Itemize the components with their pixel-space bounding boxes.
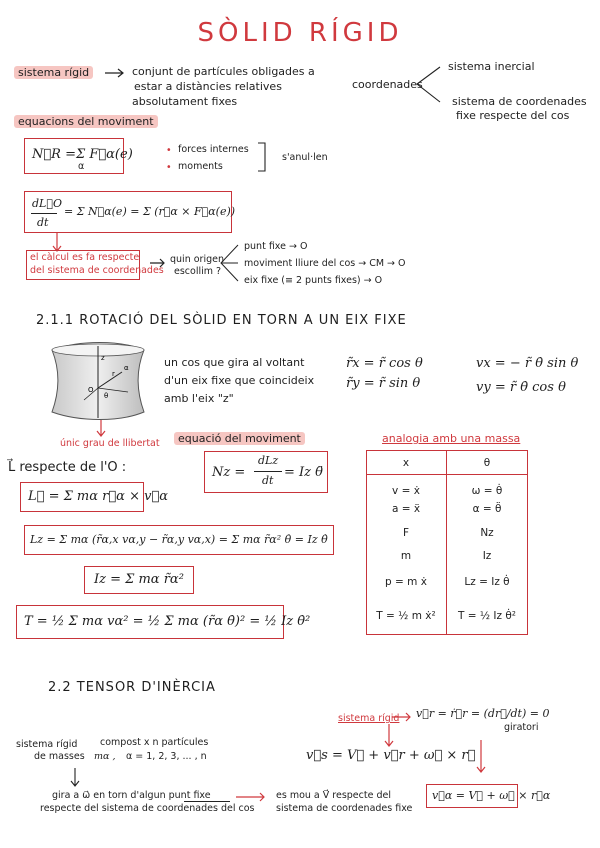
case-fixed-point: punt fixe → O (244, 241, 308, 252)
final-equation: v⃗α = V⃗ + ω⃗ × r⃗α (432, 789, 551, 802)
table-divider (446, 451, 447, 634)
nz-den: dt (262, 474, 274, 487)
nz-lhs: Nz = (212, 465, 246, 480)
rotation-description: gira a ω⃗ en torn d'algun punt fixe respecte del sistema de coordenades del cos (40, 790, 255, 814)
table-cell: α = θ̈ (472, 503, 502, 515)
cancel-note: s'anul·len (282, 152, 328, 163)
table-header-theta: θ (483, 457, 491, 469)
fig-label-alpha: α (124, 364, 129, 372)
nz-rhs: = Iz θ̈ (284, 465, 323, 480)
motion-eq-label: equacions del moviment (14, 115, 158, 128)
L-respect-label: L⃗ respecte de l'O : (8, 460, 127, 475)
L-equation: L⃗ = Σ mα r⃗α × v⃗α (28, 489, 169, 504)
vx-equation: vx = − r̃ θ̇ sin θ (476, 356, 579, 371)
term-rigid-system: sistema rígid (14, 66, 93, 79)
vr-subscript: giratori (504, 722, 539, 733)
table-cell: m (400, 550, 412, 562)
fig-label-theta: θ (104, 392, 109, 400)
bullet-icon: • (166, 162, 172, 173)
Lz-equation: Lz = Σ mα (r̃α,x vα,y − r̃α,y vα,x) = Σ mα r̃α² θ̇ = Iz θ̇ (30, 533, 328, 546)
case-free-motion: moviment lliure del cos → CM → O (244, 258, 406, 269)
case-fixed-axis: eix fixe (≡ 2 punts fixes) → O (244, 275, 383, 286)
eq1-rhs: Σ F⃗α(e) (76, 147, 133, 162)
vy-equation: vy = r̃ θ̇ cos θ (476, 380, 566, 395)
eq1-sub: α (78, 161, 85, 172)
fig-label-z: z (101, 354, 105, 362)
rigid-system-text: sistema rígid (16, 739, 78, 750)
eq-motion-label: equació del moviment (174, 432, 305, 445)
table-cell: T = ½ Iz θ̇² (458, 610, 516, 622)
rotating-body-figure (40, 340, 152, 422)
Iz-equation: Iz = Σ mα r̃α² (94, 572, 184, 587)
arrow-right-icon (104, 68, 126, 78)
alpha-range: α = 1, 2, 3, ... , n (126, 751, 207, 762)
eq2-rhs: = Σ N⃗α(e) = Σ (r⃗α × F⃗α(e)) (64, 205, 236, 218)
masses-text: de masses (34, 751, 85, 762)
translation-description: es mou a V⃗ respecte del sistema de coordenades fixe (276, 790, 413, 814)
vr-equation: v⃗r = ṙ⃗r = (dr⃗/dt) = 0 (416, 707, 550, 720)
table-cell: Nz (480, 527, 494, 539)
arrow-right-icon (236, 792, 266, 802)
table-divider (367, 474, 527, 475)
note-moments: moments (178, 161, 223, 172)
calc-note: el càlcul es fa respecte del sistema de coordenades (30, 252, 164, 276)
coord-label: coordenades (352, 78, 423, 91)
table-cell: T = ½ m ẋ² (376, 610, 436, 622)
bracket-icon (256, 142, 268, 172)
table-header-x: x (402, 457, 410, 469)
eq2-num: dL⃗O (32, 197, 62, 210)
rigid-system-label: sistema rígid (338, 713, 400, 724)
note-internal-forces: forces internes (178, 144, 249, 155)
table-cell: v = ẋ (392, 485, 420, 497)
underline (184, 801, 230, 802)
origin-question: quin origen escollim ? (170, 254, 224, 277)
table-cell: Iz (482, 550, 492, 562)
eq1-lhs: N⃛R = (32, 147, 76, 162)
page-title: SÒLID RÍGID (197, 18, 403, 48)
eq2-den: dt (37, 216, 49, 229)
bullet-icon: • (166, 145, 172, 156)
coord-option-body: sistema de coordenades (452, 95, 587, 108)
analogy-table (366, 450, 528, 635)
arrow-down-icon (96, 420, 106, 438)
table-cell: Lz = Iz θ̇ (464, 576, 510, 588)
arrow-right-icon (150, 258, 166, 268)
nz-num: dLz (258, 454, 279, 467)
ry-equation: r̃y = r̃ sin θ (346, 376, 421, 391)
figure-label: únic grau de llibertat (60, 438, 160, 449)
m-alpha: mα , (94, 751, 116, 762)
branch-arrow-icon (414, 64, 444, 106)
table-cell: ω = θ̇ (471, 485, 503, 497)
fig-label-r: r (112, 370, 115, 378)
branch-arrow-icon (218, 243, 240, 283)
composed-text: compost x n partícules (100, 737, 209, 748)
fraction-line (31, 213, 57, 214)
arrow-down-icon (476, 740, 486, 774)
fraction-line (254, 471, 282, 472)
vs-equation: v⃗s = V⃗ + v⃗r + ω⃗ × r⃗ (306, 748, 476, 763)
table-cell: a = ẍ (391, 503, 421, 515)
fig-label-o: O (88, 386, 94, 394)
analogy-label: analogia amb una massa (382, 432, 521, 445)
definition-text: conjunt de partícules obligades a estar a distàncies relatives absolutament fixes (132, 65, 315, 108)
arrow-right-icon (392, 712, 412, 722)
axis-description: un cos que gira al voltant d'un eix fixe que coincideix amb l'eix "z" (164, 356, 315, 405)
rx-equation: r̃x = r̃ cos θ (346, 356, 423, 371)
table-cell: F (402, 527, 410, 539)
arrow-down-icon (70, 768, 80, 788)
arrow-down-icon (384, 724, 394, 748)
coord-option-body-2: fixe respecte del cos (456, 109, 570, 122)
T-equation: T = ½ Σ mα vα² = ½ Σ mα (r̃α θ̇)² = ½ Iz θ̇² (24, 614, 311, 629)
section-211-heading: 2.1.1 ROTACIÓ DEL SÒLID EN TORN A UN EIX FIXE (36, 313, 407, 328)
section-22-heading: 2.2 TENSOR D'INÈRCIA (48, 680, 216, 695)
table-cell: p = m ẋ (385, 576, 427, 588)
coord-option-inertial: sistema inercial (448, 60, 535, 73)
